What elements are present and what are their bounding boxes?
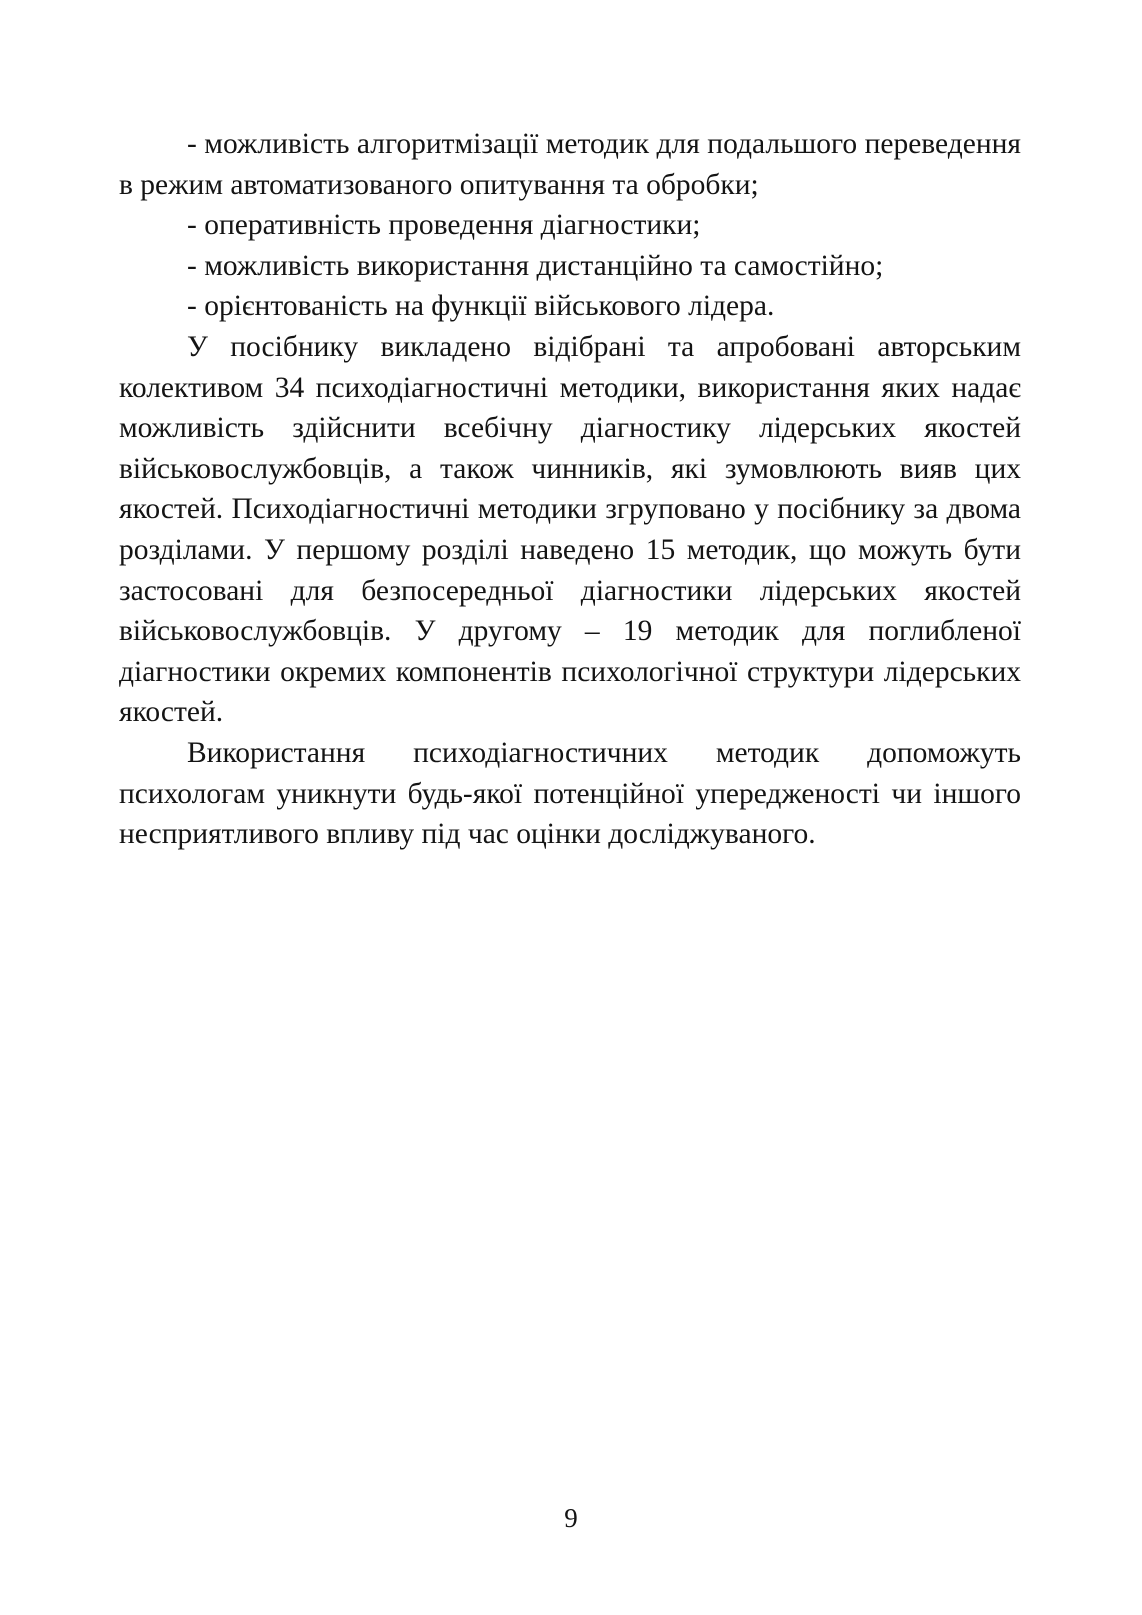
list-item-algorithmization: - можливість алгоритмізації методик для подальшого переведення в режим автоматизованого опитування та обробки; — [119, 128, 1021, 201]
list-item-leader-functions: - орієнтованість на функції військового лідера. — [187, 290, 775, 323]
paragraph-manual-contents: У посібнику викладено відібрані та апробовані авторським колективом 34 психодіагностичні методики, використання яких надає можливість здійснити всебічну діагностику лідерських якостей військовослужбовців, а також чинників, які зумовлюють вияв цих якостей. Психодіагностичні методики згруповано у посібнику за двома розділами. У першому розділі наведено 15 методик, що можуть бути застосовані для безпосередньої діагностики лідерських якостей військовослужбовців. У другому – 19 методик для поглибленої діагностики окремих компонентів психологічної структури лідерських якостей. — [119, 330, 1021, 729]
list-item-efficiency: - оперативність проведення діагностики; — [187, 209, 701, 242]
page-number: 9 — [564, 1503, 578, 1533]
body-text — [119, 124, 1021, 855]
list-item-remote-use: - можливість використання дистанційно та самостійно; — [187, 249, 884, 282]
paragraph-methods-usage: Використання психодіагностичних методик допоможуть психологам уникнути будь-якої потенційної упередженості чи іншого несприятливого впливу під час оцінки досліджуваного. — [119, 736, 1021, 851]
